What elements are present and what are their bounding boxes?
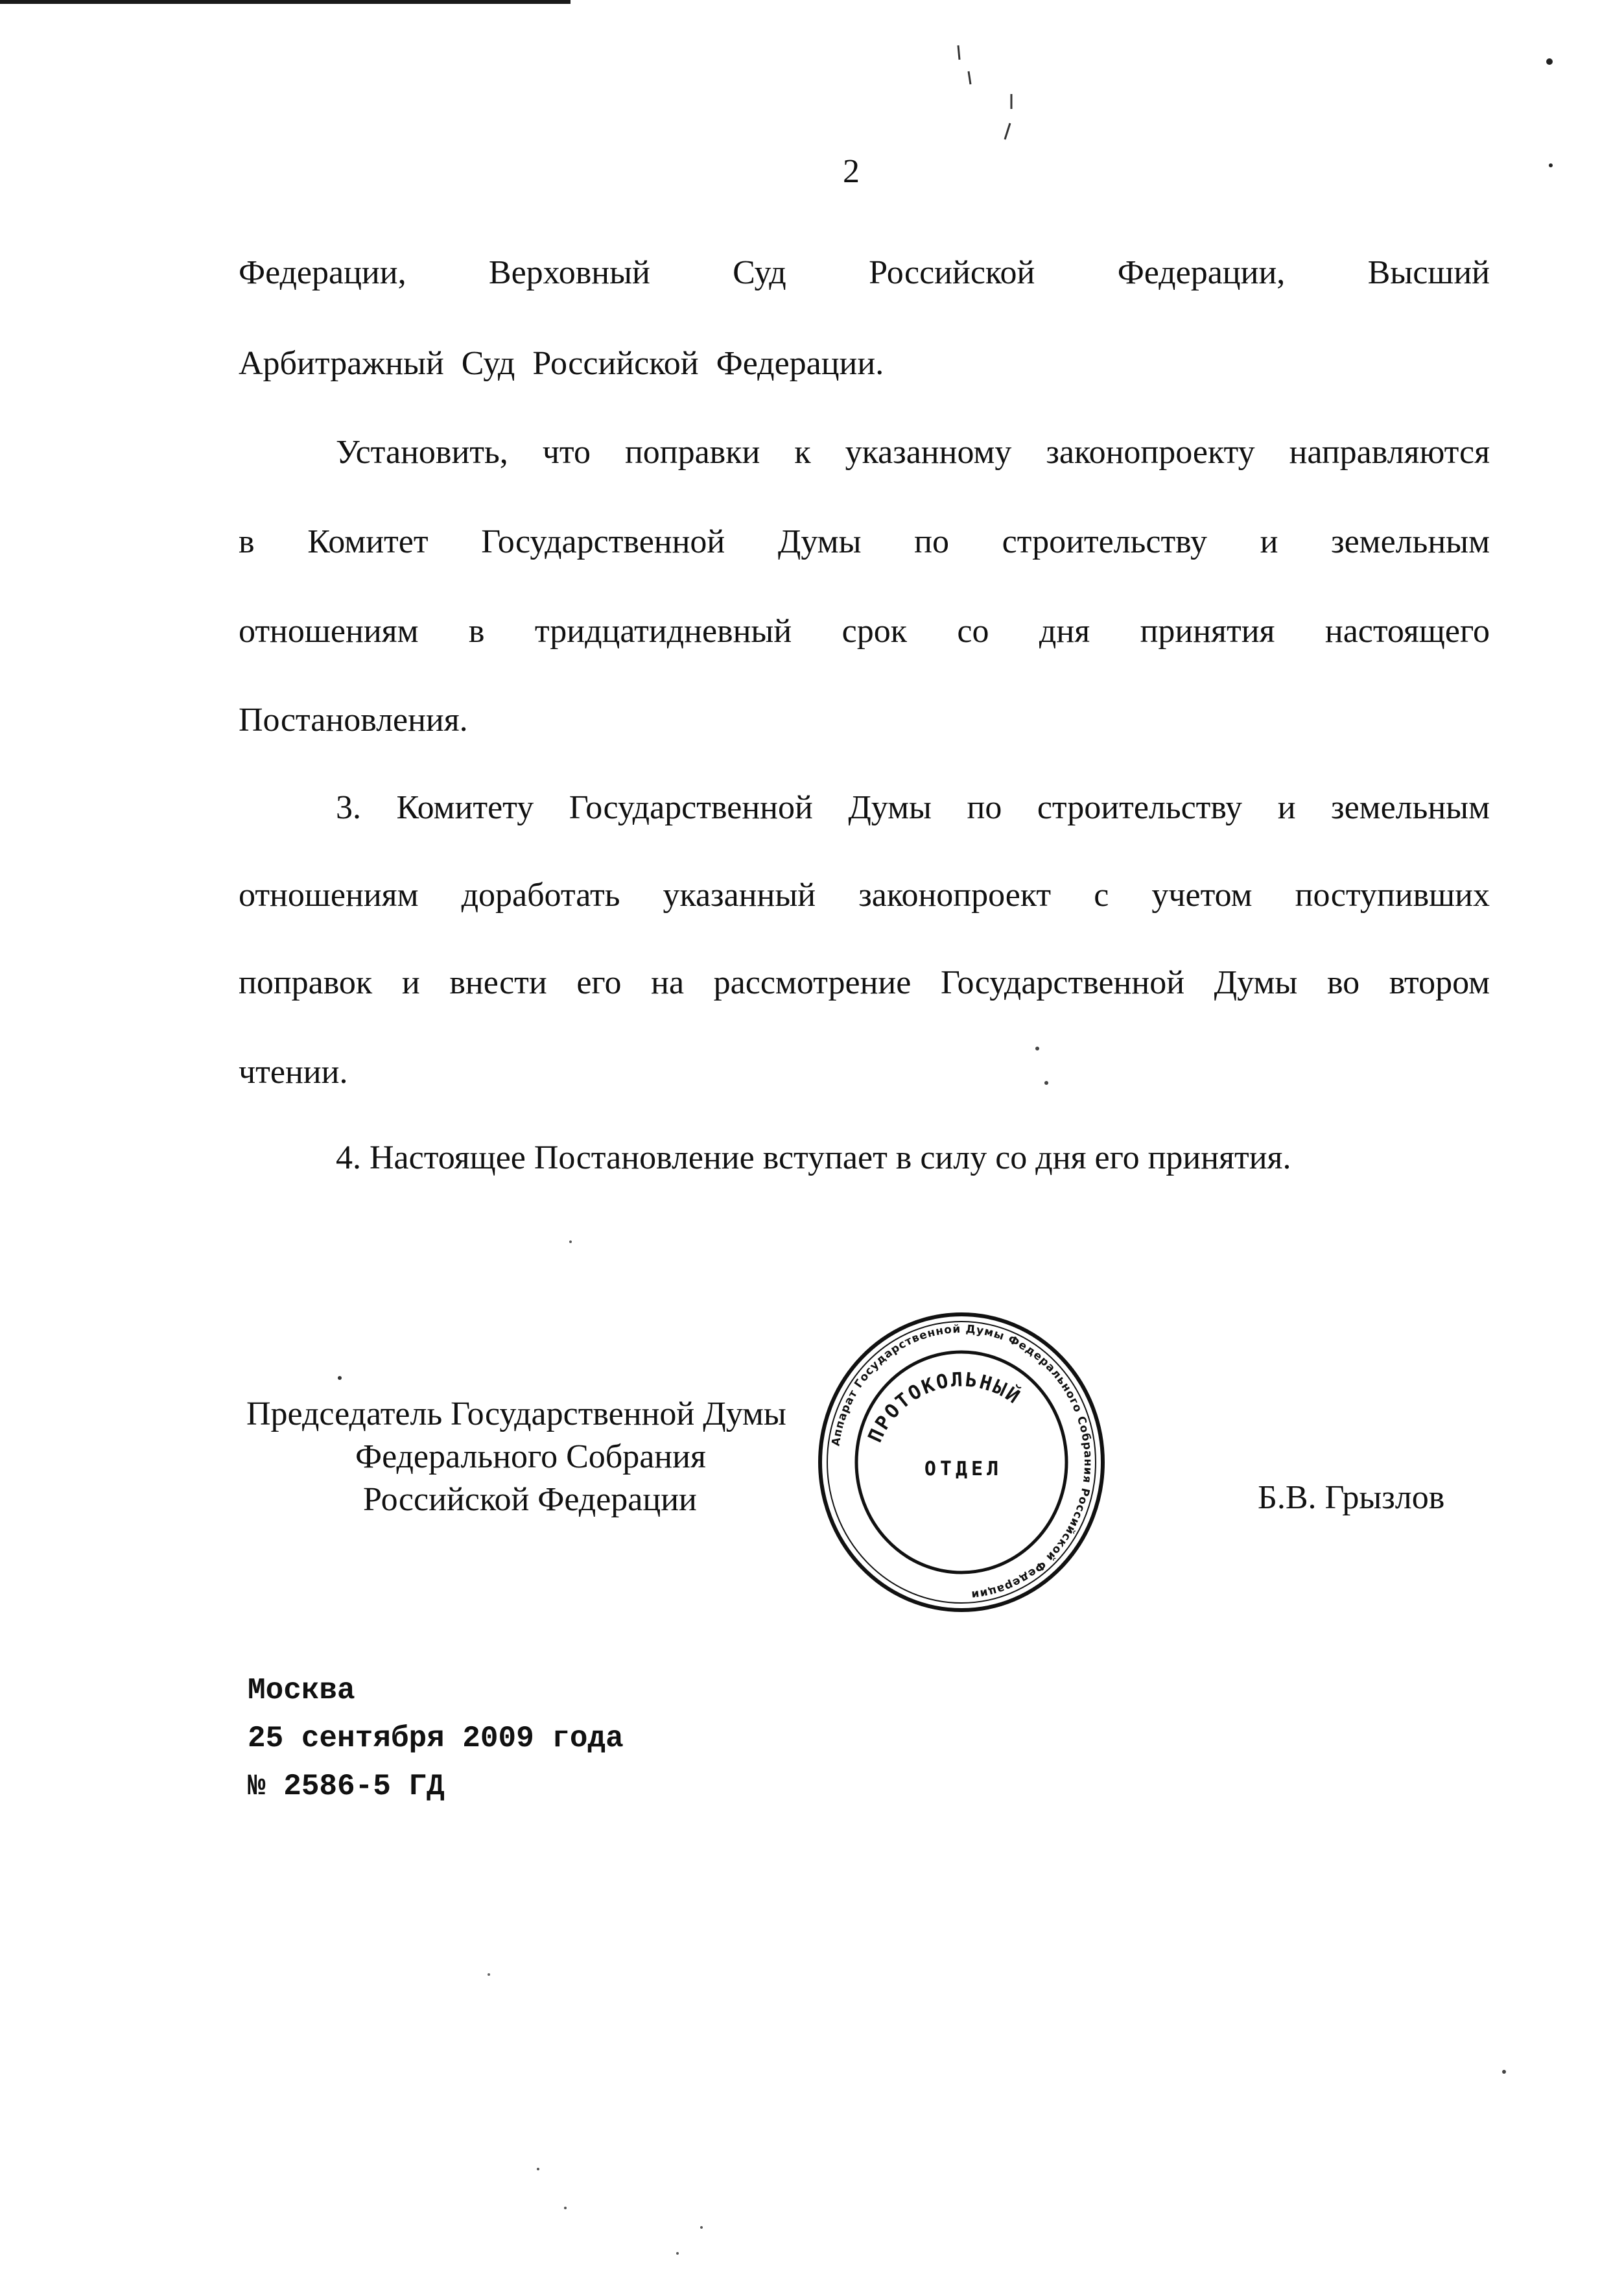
paragraph-2-line-2: в Комитет Государственной Думы по строительству и земельным	[239, 523, 1490, 560]
word: Российской	[869, 254, 1035, 291]
svg-text:ПРОТОКОЛЬНЫЙ	[864, 1368, 1026, 1445]
city: Москва	[248, 1674, 355, 1707]
place-date-number-block	[248, 1667, 624, 1810]
signatory-title-line-3: Российской Федерации	[363, 1481, 697, 1518]
paragraph-1-line-1	[239, 256, 1490, 290]
word: Верховный	[488, 254, 650, 291]
seal-outer-ring-text: Аппарат Государственной Думы Федерального Собрания Российской Федерации	[829, 1322, 1095, 1602]
document-date: 25 сентября 2009 года	[248, 1722, 624, 1755]
document-number: № 2586-5 ГД	[248, 1770, 445, 1803]
paragraph-2-line-1: Установить, что поправки к указанному законопроекту направляются	[336, 434, 1490, 471]
signatory-name: Б.В. Грызлов	[1258, 1479, 1445, 1516]
paragraph-3-line-4: чтении.	[239, 1054, 348, 1091]
word: Федерации,	[1117, 254, 1286, 291]
page-number: 2	[843, 153, 860, 190]
seal-center-text: ОТДЕЛ	[924, 1458, 1003, 1480]
word: Высший	[1367, 254, 1490, 291]
official-seal-stamp	[816, 1310, 1107, 1615]
document-body	[239, 0, 1490, 2278]
signatory-title-line-1: Председатель Государственной Думы	[246, 1395, 786, 1432]
word: Федерации,	[239, 254, 406, 291]
paragraph-2-line-3: отношениям в тридцатидневный срок со дня принятия настоящего	[239, 613, 1490, 650]
signature-title-block	[246, 1393, 895, 1521]
paragraph-3-line-3: поправок и внести его на рассмотрение Государственной Думы во втором	[239, 964, 1490, 1001]
signatory-title-line-2: Федерального Собрания	[355, 1438, 706, 1475]
word: Суд	[733, 254, 786, 291]
paragraph-1-line-2: Арбитражный Суд Российской Федерации.	[239, 345, 884, 382]
paragraph-3-line-1: 3. Комитету Государственной Думы по строительству и земельным	[336, 789, 1490, 826]
paragraph-3-line-2: отношениям доработать указанный законопроект с учетом поступивших	[239, 877, 1490, 914]
paragraph-4-line-1: 4. Настоящее Постановление вступает в силу со дня его принятия.	[336, 1139, 1291, 1176]
paragraph-2-line-4: Постановления.	[239, 702, 468, 739]
seal-inner-arc-text: ПРОТОКОЛЬНЫЙ	[864, 1368, 1026, 1446]
